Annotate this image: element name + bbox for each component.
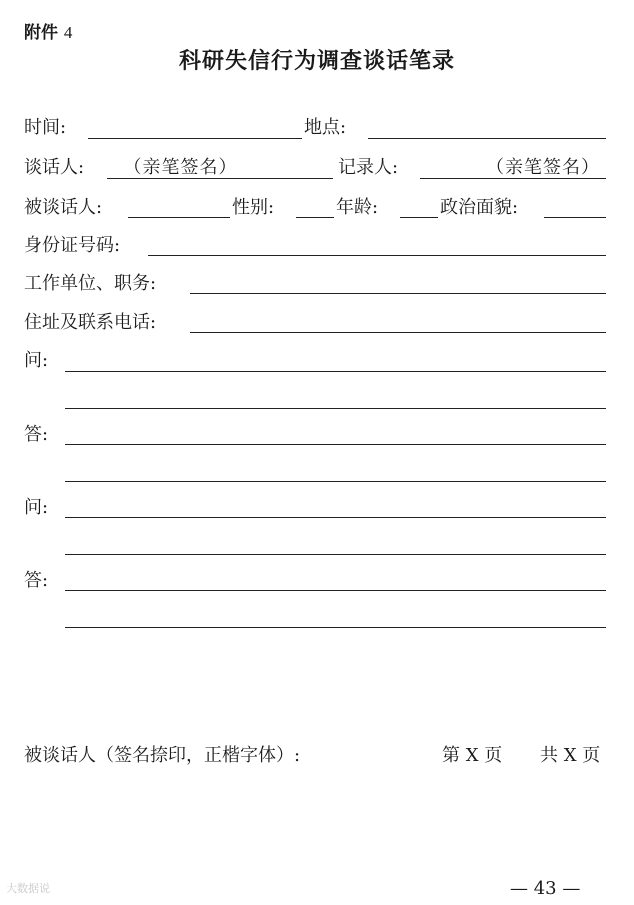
- question-answer-line[interactable]: [65, 444, 606, 445]
- age-label: 年龄:: [336, 197, 379, 218]
- time-label: 时间:: [24, 117, 67, 138]
- address-phone-label: 住址及联系电话:: [24, 312, 157, 333]
- question-answer-line[interactable]: [65, 481, 606, 482]
- question-label: 问:: [24, 350, 49, 371]
- id-number-field[interactable]: [148, 255, 606, 256]
- recorder-signature-hint: （亲笔签名）: [486, 157, 600, 178]
- page-total: 共 X 页: [540, 745, 601, 766]
- question-answer-line[interactable]: [65, 517, 606, 518]
- question-answer-line[interactable]: [65, 408, 606, 409]
- answer-label: 答:: [24, 424, 49, 445]
- recorder-label: 记录人:: [338, 157, 399, 178]
- address-phone-field[interactable]: [190, 332, 606, 333]
- page-title: 科研失信行为调查谈话笔录: [178, 49, 455, 74]
- time-field[interactable]: [88, 138, 302, 139]
- political-status-field[interactable]: [544, 217, 606, 218]
- age-field[interactable]: [400, 217, 438, 218]
- interviewer-signature-hint: （亲笔签名）: [123, 157, 238, 178]
- place-label: 地点:: [304, 117, 347, 138]
- watermark: 大数据说: [6, 882, 50, 895]
- signature-label: 被谈话人（签名捺印，正楷字体）:: [24, 745, 301, 766]
- page-current: 第 X 页: [442, 745, 503, 766]
- answer-label: 答:: [24, 570, 49, 591]
- interviewee-label: 被谈话人:: [24, 197, 103, 218]
- question-answer-line[interactable]: [65, 627, 606, 628]
- work-unit-field[interactable]: [190, 293, 606, 294]
- question-answer-line[interactable]: [65, 590, 606, 591]
- interviewee-field[interactable]: [128, 217, 230, 218]
- question-label: 问:: [24, 497, 49, 518]
- gender-label: 性别:: [232, 197, 275, 218]
- interviewer-label: 谈话人:: [24, 157, 85, 178]
- attachment-number: 4: [63, 23, 73, 42]
- question-answer-line[interactable]: [65, 371, 606, 372]
- political-status-label: 政治面貌:: [440, 197, 519, 218]
- gender-field[interactable]: [296, 217, 334, 218]
- place-field[interactable]: [368, 138, 606, 139]
- question-answer-line[interactable]: [65, 554, 606, 555]
- id-number-label: 身份证号码:: [24, 235, 121, 256]
- attachment-label: 附件 4: [24, 23, 73, 43]
- work-unit-label: 工作单位、职务:: [24, 273, 157, 294]
- page-number: — 43 —: [510, 878, 581, 899]
